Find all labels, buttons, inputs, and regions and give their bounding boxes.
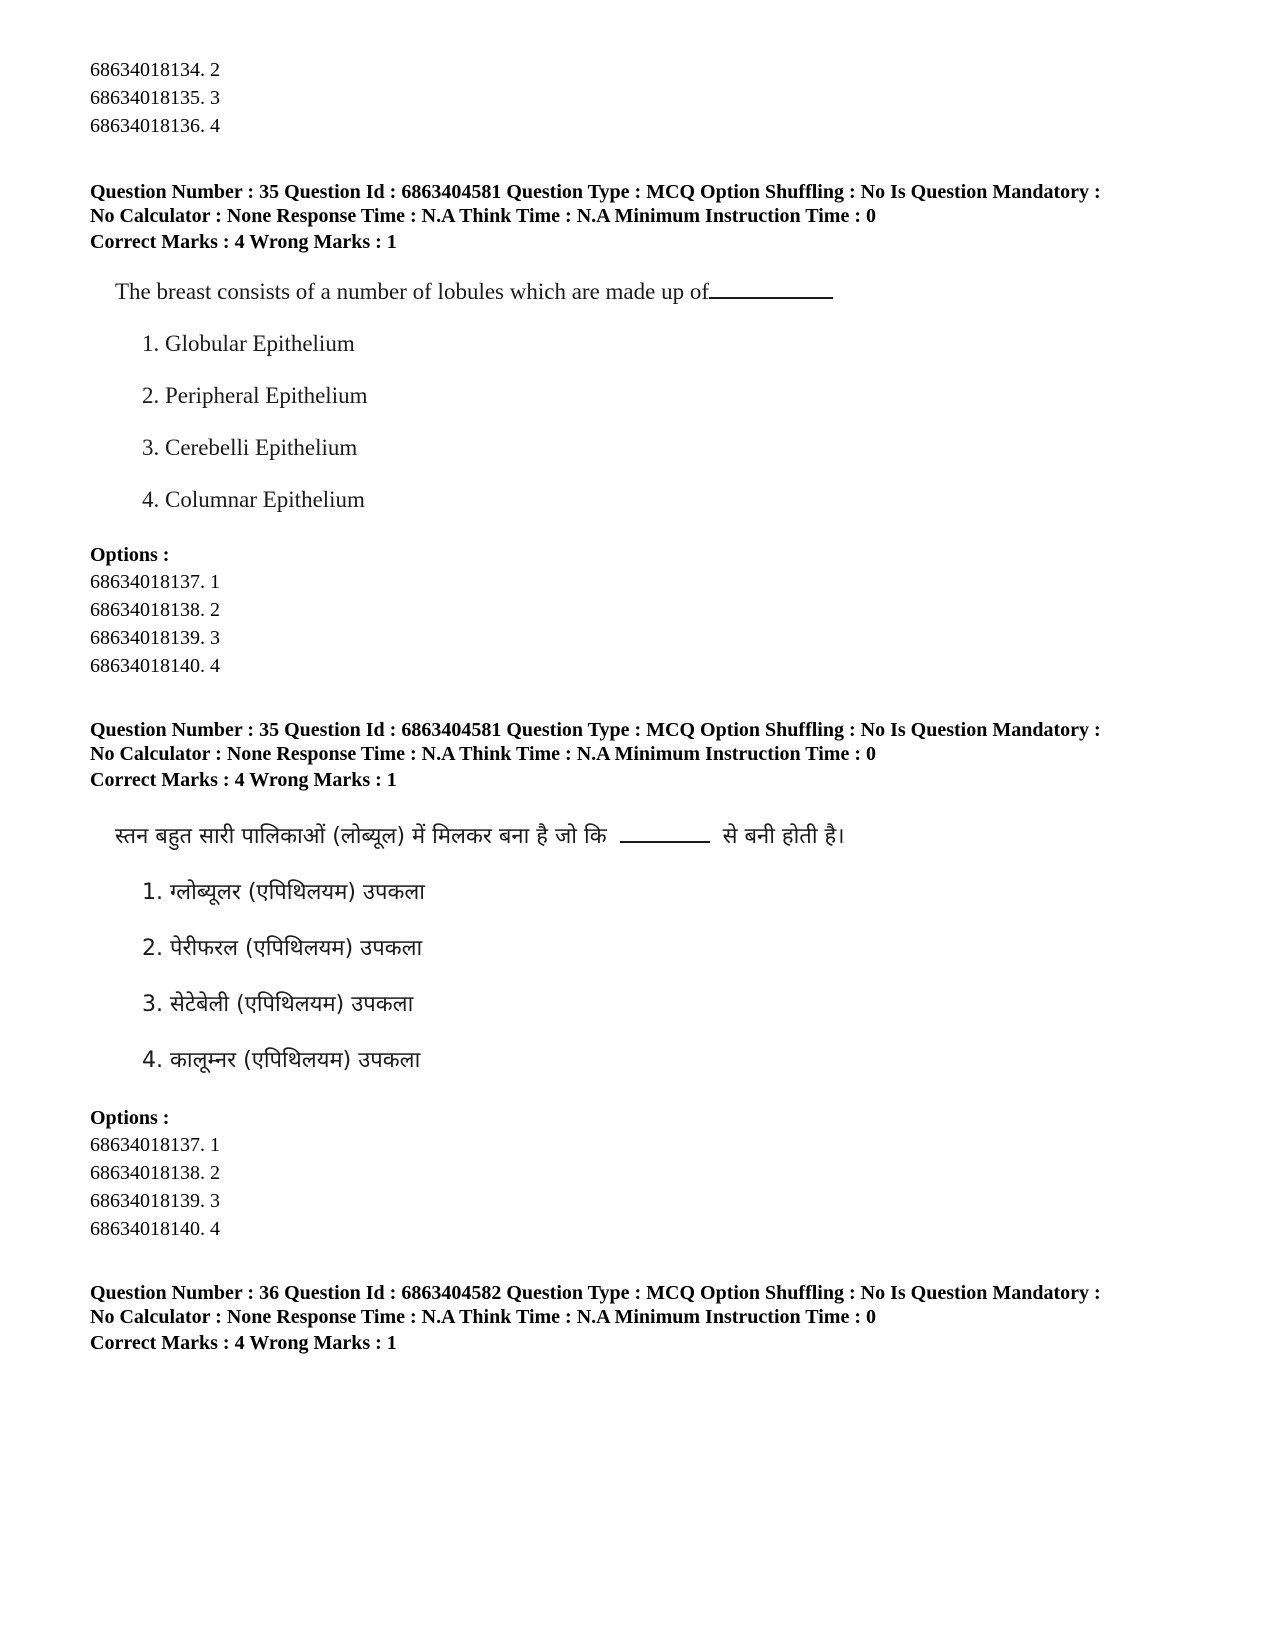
q35-hi-choice-1: 1. ग्लोब्यूलर (एपिथिलयम) उपकला	[142, 880, 425, 905]
option-line: 68634018140. 4	[90, 1218, 220, 1240]
option-line: 68634018139. 3	[90, 627, 220, 649]
question-header-line1: Question Number : 35 Question Id : 6863404581 Question Type : MCQ Option Shuffling : No Is Question Mandatory :	[90, 719, 1101, 741]
q35-en-choice-3: 3. Cerebelli Epithelium	[142, 435, 358, 460]
question-header-line2: No Calculator : None Response Time : N.A Think Time : N.A Minimum Instruction Time : 0	[90, 743, 876, 765]
q36-header	[90, 1281, 1101, 1329]
question-header-line2: No Calculator : None Response Time : N.A Think Time : N.A Minimum Instruction Time : 0	[90, 205, 876, 227]
q35-en-header	[90, 180, 1101, 228]
q35-hi-header	[90, 718, 1101, 766]
answer-blank	[620, 823, 710, 843]
option-line: 68634018140. 4	[90, 655, 220, 677]
q35-en-options-list	[90, 568, 220, 680]
q35-hi-options-list	[90, 1131, 220, 1243]
q36-marks: Correct Marks : 4 Wrong Marks : 1	[90, 1332, 397, 1354]
q35-hi-marks: Correct Marks : 4 Wrong Marks : 1	[90, 769, 397, 791]
q35-hi-question	[115, 822, 845, 852]
q35-en-choice-1: 1. Globular Epithelium	[142, 331, 355, 356]
answer-blank	[709, 279, 833, 299]
question-text-part2: से बनी होती है।	[722, 824, 845, 849]
question-text-part1: स्तन बहुत सारी पालिकाओं (लोब्यूल) में मिलकर बना है जो कि	[115, 824, 607, 849]
question-header-line1: Question Number : 36 Question Id : 6863404582 Question Type : MCQ Option Shuffling : No Is Question Mandatory :	[90, 1282, 1101, 1304]
q35-en-choice-2: 2. Peripheral Epithelium	[142, 383, 368, 408]
option-line: 68634018137. 1	[90, 571, 220, 593]
option-line: 68634018135. 3	[90, 87, 220, 109]
option-line: 68634018137. 1	[90, 1134, 220, 1156]
option-line: 68634018138. 2	[90, 1162, 220, 1184]
q35-en-choice-4: 4. Columnar Epithelium	[142, 487, 365, 512]
question-header-line2: No Calculator : None Response Time : N.A Think Time : N.A Minimum Instruction Time : 0	[90, 1306, 876, 1328]
q35-hi-choice-2: 2. पेरीफरल (एपिथिलयम) उपकला	[142, 936, 423, 961]
top-options-list	[90, 56, 220, 140]
q35-en-question	[115, 278, 833, 306]
option-line: 68634018136. 4	[90, 115, 220, 137]
option-line: 68634018139. 3	[90, 1190, 220, 1212]
q35-hi-options-label: Options :	[90, 1107, 170, 1129]
q35-en-marks: Correct Marks : 4 Wrong Marks : 1	[90, 231, 397, 253]
option-line: 68634018138. 2	[90, 599, 220, 621]
question-text: The breast consists of a number of lobules which are made up of	[115, 279, 709, 304]
option-line: 68634018134. 2	[90, 59, 220, 81]
q35-en-options-label: Options :	[90, 544, 170, 566]
question-header-line1: Question Number : 35 Question Id : 6863404581 Question Type : MCQ Option Shuffling : No Is Question Mandatory :	[90, 181, 1101, 203]
q35-hi-choice-3: 3. सेटेबेली (एपिथिलयम) उपकला	[142, 992, 414, 1017]
q35-hi-choice-4: 4. कालूम्नर (एपिथिलयम) उपकला	[142, 1048, 421, 1073]
